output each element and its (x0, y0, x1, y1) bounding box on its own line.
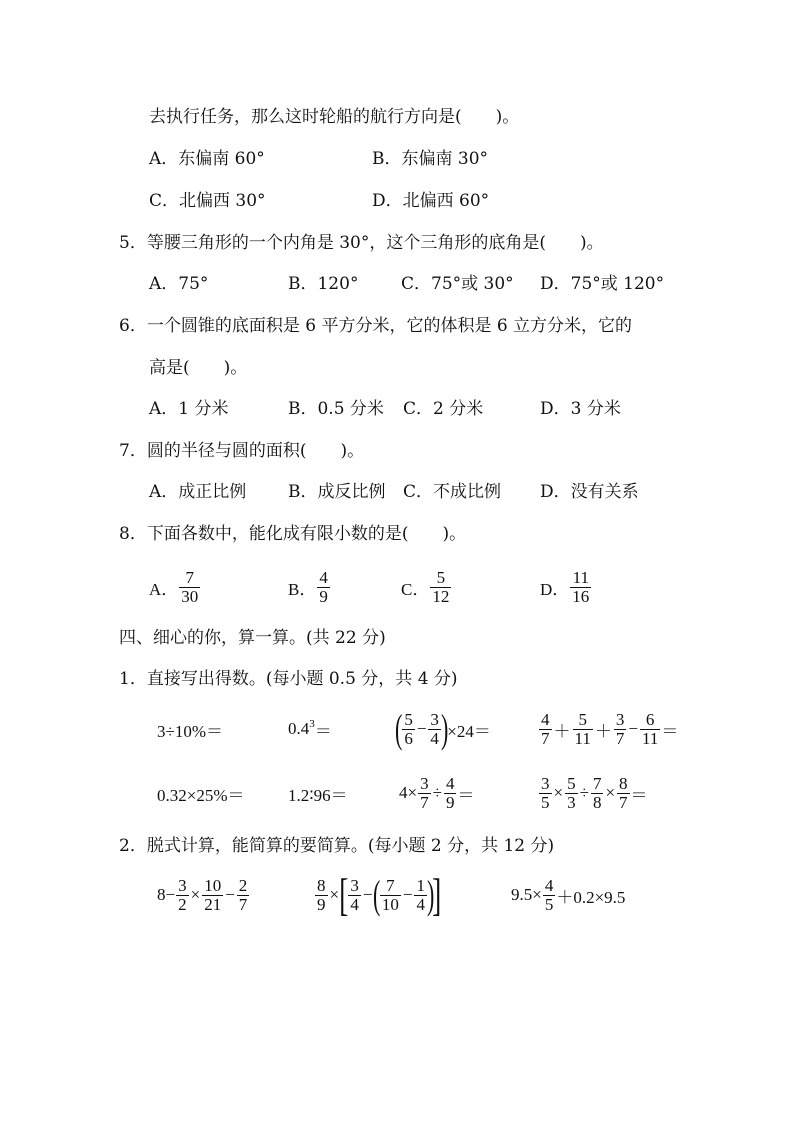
q8-option-b: B． $\frac{4}{9}$ (288, 567, 328, 606)
q8-option-c: C． $\frac{5}{12}$ (401, 567, 450, 606)
q7-option-c: C．不成比例 (403, 482, 502, 502)
expr-3: ( $\frac{5}{6}$ − $\frac{3}{4}$ ) ×24＝ (394, 706, 491, 751)
q5-option-a: A．75° (149, 274, 209, 294)
calc-1: 8− $\frac{3}{2}$ × $\frac{10}{21}$ − $\frac{2}{7}$ (157, 875, 248, 914)
q5-option-d: D．75°或 120° (540, 274, 665, 294)
q7-option-a: A．成正比例 (149, 482, 247, 502)
calc-3: 9.5× $\frac{4}{5}$ ＋0.2×9.5 (511, 875, 626, 914)
q7-text: 7．圆的半径与圆的面积( )。 (119, 441, 365, 461)
expr-4: $\frac{4}{7}$ ＋ $\frac{5}{11}$ ＋ $\frac{3}{7}$ − $\frac{6}{11}$ ＝ (541, 709, 679, 748)
part1-title: 1．直接写出得数。(每小题 0.5 分，共 4 分) (119, 669, 458, 689)
section4-heading: 四、细心的你，算一算。(共 22 分) (119, 628, 386, 648)
q7-option-b: B．成反比例 (288, 482, 386, 502)
q6-text-line1: 6．一个圆锥的底面积是 6 平方分米，它的体积是 6 立方分米，它的 (119, 316, 633, 336)
expr-8: $\frac{3}{5}$ × $\frac{5}{3}$ ÷ $\frac{7}{8}$ × $\frac{8}{7}$ ＝ (541, 773, 648, 812)
q6-option-c: C．2 分米 (403, 399, 484, 419)
q8-text: 8．下面各数中，能化成有限小数的是( )。 (119, 524, 467, 544)
calc-2: $\frac{8}{9}$ × [ $\frac{3}{4}$ − ( $\frac{7}{10}$ − $\frac{1}{4}$ ) ] (317, 869, 442, 920)
expr-5: 0.32×25%＝ (157, 785, 245, 805)
q7-option-d: D．没有关系 (540, 482, 639, 502)
q6-option-b: B．0.5 分米 (288, 399, 384, 419)
q4-tail-text: 去执行任务，那么这时轮船的航行方向是( )。 (149, 107, 520, 127)
q4-option-c: C．北偏西 30° (149, 191, 266, 211)
q5-option-b: B．120° (288, 274, 359, 294)
q8-option-a: A． $\frac{7}{30}$ (149, 567, 199, 606)
expr-7: 4× $\frac{3}{7}$ ÷ $\frac{4}{9}$ ＝ (399, 773, 475, 812)
q6-option-a: A．1 分米 (149, 399, 229, 419)
q4-option-b: B．东偏南 30° (372, 149, 489, 169)
q6-option-d: D．3 分米 (540, 399, 621, 419)
q4-option-a: A．东偏南 60° (149, 149, 265, 169)
part2-title: 2．脱式计算，能简算的要简算。(每小题 2 分，共 12 分) (119, 836, 555, 856)
expr-2: 0.4 $^3$ ＝ (288, 718, 332, 741)
expr-6: 1.2∶96＝ (288, 785, 348, 805)
q5-option-c: C．75°或 30° (401, 274, 514, 294)
q8-option-d: D． $\frac{11}{16}$ (540, 567, 590, 606)
q4-option-d: D．北偏西 60° (372, 191, 490, 211)
q6-text-line2: 高是( )。 (149, 358, 248, 378)
expr-1: 3÷10%＝ (157, 721, 223, 741)
q5-text: 5．等腰三角形的一个内角是 30°，这个三角形的底角是( )。 (119, 233, 604, 253)
